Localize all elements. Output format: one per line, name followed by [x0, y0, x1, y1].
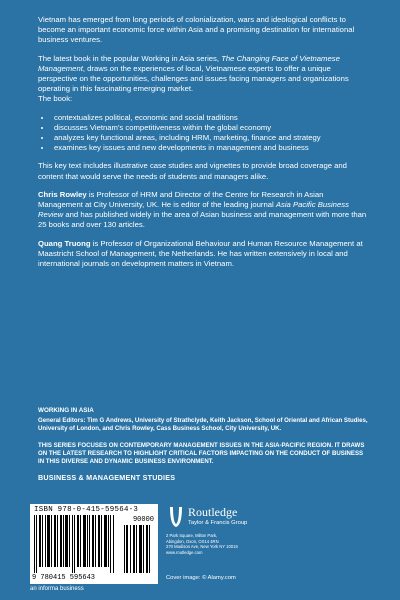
subject-category: BUSINESS & MANAGEMENT STUDIES	[38, 472, 176, 482]
features-list	[38, 113, 370, 154]
series-title: WORKING IN ASIA	[38, 407, 94, 414]
closing-paragraph: This key text includes illustrative case studies and vignettes to provide broad coverage and content that would serve the needs of students and managers alike.	[38, 161, 347, 181]
journal-title: Asia Pacific Business Review	[38, 200, 349, 220]
author-bio	[38, 190, 370, 231]
latest-pre-text: The latest book in the popular Working in Asia series,	[38, 53, 222, 63]
price-barcode-icon	[124, 525, 152, 573]
author-bio-text: is Professor of HRM and Director of the Centre for Research in Asian Management at City University, UK. He is editor of the leading journal	[38, 189, 324, 210]
website: www.routledge.com	[166, 549, 203, 555]
series-editors: General Editors: Tim G Andrews, University of Strathclyde, Keith Jackson, School of Oriental and African Studies, University of London, and Chris Rowley, Cass Business School, City University, UK.	[38, 417, 368, 433]
author-bio	[38, 239, 370, 270]
isbn-barcode-block	[30, 504, 158, 584]
address-line: 270 Madison Ave, New York NY 10016	[166, 544, 238, 549]
series-focus: THIS SERIES FOCUSES ON CONTEMPORARY MANAGEMENT ISSUES IN THE ASIA-PACIFIC REGION. IT DRAWS ON THE LATEST RESEARCH TO HIGHLIGHT CRITICAL FACTORS IMPACTING ON THE CONDUCT OF BUSINESS IN THIS DIVERSE AND DYNAMIC BUSINESS ENVIRONMENT.	[38, 442, 365, 466]
feature-item: • contextualizes political, economic and social traditions	[52, 113, 370, 123]
publisher-address	[166, 533, 306, 555]
blurb	[38, 15, 370, 277]
routledge-logo-icon	[166, 505, 186, 529]
book-label: The book:	[38, 94, 73, 104]
latest-post-text: , draws on the experiences of local, Vietnamese experts to offer a unique perspective on the opportunities, challenges and issues facing managers and organizations operating in this fascinating emerging market.	[38, 63, 349, 94]
barcode-digits: 9 780415 595643	[32, 574, 96, 582]
publisher-name: Routledge	[188, 505, 238, 519]
price-code: 90000	[132, 516, 154, 524]
feature-item: • analyzes key functional areas, including HRM, marketing, finance and strategy	[52, 133, 370, 143]
author-bio-text: and has published widely in the area of Asian business and management with more than 25 books and over 130 articles.	[38, 210, 367, 230]
series-info	[38, 407, 370, 482]
feature-item: • examines key issues and new developments in management and business	[52, 143, 370, 153]
cover-image-credit: Cover image: © Alamy.com	[166, 575, 236, 581]
latest-paragraph	[38, 54, 370, 105]
informa-business: an informa business	[30, 586, 84, 592]
address-line: Abingdon, Oxon, OX14 4RN	[166, 538, 219, 544]
isbn-text: ISBN 978-0-415-59564-3	[34, 506, 139, 514]
publisher-group: Taylor & Francis Group	[188, 520, 248, 526]
barcode-icon	[34, 515, 116, 573]
book-title: The Changing Face of Vietnamese Management	[38, 53, 340, 73]
intro-paragraph: Vietnam has emerged from long periods of colonialization, wars and ideological conflicts to become an important economic force within Asia and a promising destination for international business ventures.	[38, 15, 355, 45]
author-bio-text: is Professor of Organizational Behaviour and Human Resource Management at Maastricht School of Management, the Netherlands. He has written extensively in local and international journals on development matters in Vietnam.	[38, 238, 363, 269]
feature-item: • discusses Vietnam's competitiveness within the global economy	[52, 123, 370, 133]
author-name: Quang Truong	[38, 238, 91, 248]
address-line: 2 Park Square, Milton Park,	[166, 533, 218, 538]
author-name: Chris Rowley	[38, 189, 87, 199]
